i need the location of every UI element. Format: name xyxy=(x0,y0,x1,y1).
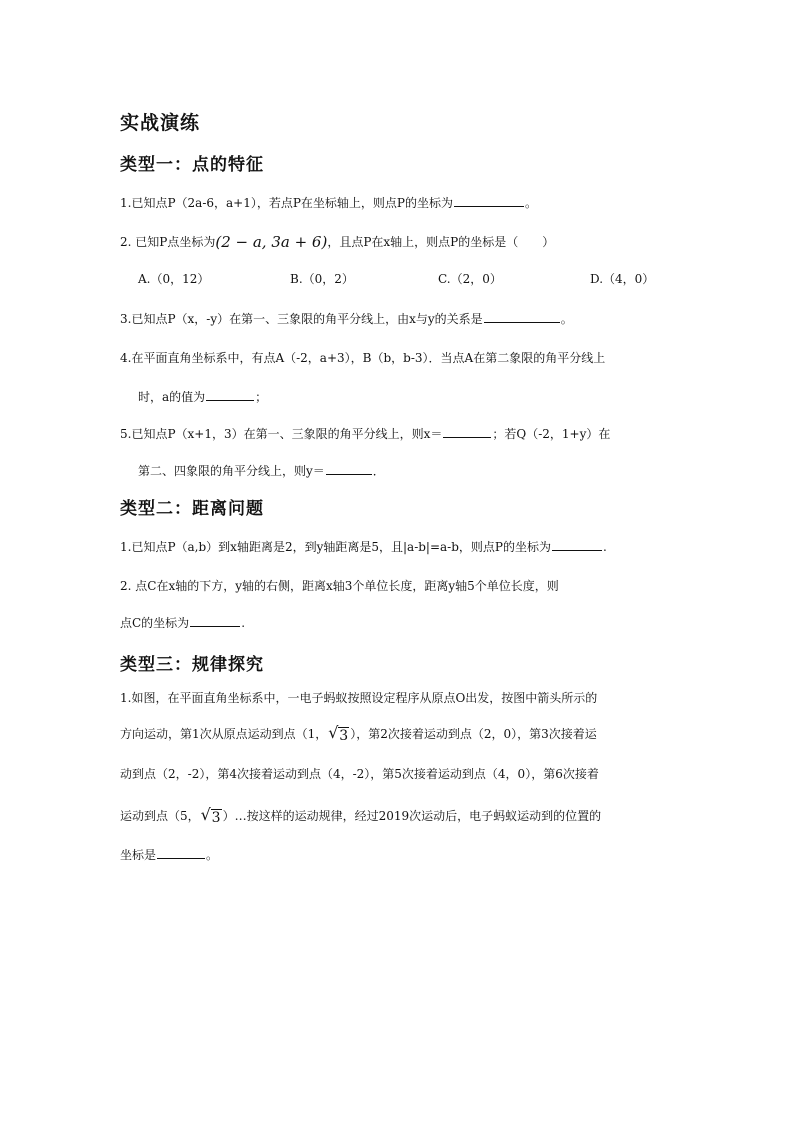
question-text: 方向运动，第1次从原点运动到点（1， xyxy=(120,727,328,741)
radicand: 3 xyxy=(339,728,349,744)
section-heading-type1: 类型一：点的特征 xyxy=(120,155,264,175)
question-text: 3.已知点P（x，-y）在第一、三象限的角平分线上，由x与y的关系是 xyxy=(120,312,483,326)
question-text: 第二、四象限的角平分线上，则y＝ xyxy=(138,464,325,478)
question-2-2-line2 xyxy=(120,614,245,631)
question-text-cont: ，且点P在x轴上，则点P的坐标是（ ） xyxy=(327,235,555,249)
question-end: 。 xyxy=(206,848,219,862)
sqrt-expression xyxy=(200,805,222,826)
question-end: . xyxy=(603,540,607,554)
section-heading-type3: 类型三：规律探究 xyxy=(120,655,264,675)
question-3-1-line4 xyxy=(120,805,602,826)
question-text: 时，a的值为 xyxy=(138,390,206,404)
question-1-2 xyxy=(120,234,554,250)
question-2-1 xyxy=(120,538,607,555)
answer-blank[interactable] xyxy=(190,614,240,627)
option-c[interactable]: C.（2，0） xyxy=(438,272,502,286)
question-text: 1.已知点P（a,b）到x轴距离是2，到y轴距离是5，且|a-b|=a-b，则点P的坐标为 xyxy=(120,540,551,554)
question-1-4-line1: 4.在平面直角坐标系中，有点A（-2，a+3），B（b，b-3）．当点A在第二象限的角平分线上 xyxy=(120,351,606,365)
question-2-2-line1: 2. 点C在x轴的下方，y轴的右侧，距离x轴3个单位长度，距离y轴5个单位长度，则 xyxy=(120,579,559,593)
question-3-1-line3: 动到点（2，-2），第4次接着运动到点（4，-2），第5次接着运动到点（4，0），第6次接着 xyxy=(120,767,599,781)
answer-blank[interactable] xyxy=(326,462,372,475)
answer-blank[interactable] xyxy=(552,538,602,551)
question-3-1-line5 xyxy=(120,846,218,863)
radical-sign-icon: √ xyxy=(200,805,211,824)
question-text-cont: ）…按这样的运动规律，经过2019次运动后，电子蚂蚁运动到的位置的 xyxy=(222,809,602,823)
question-text: 2. 已知P点坐标为 xyxy=(120,235,216,249)
page-title: 实战演练 xyxy=(120,112,201,134)
question-1-3 xyxy=(120,310,573,327)
question-1-1 xyxy=(120,194,537,211)
section-heading-type2: 类型二：距离问题 xyxy=(120,499,264,519)
question-end: ； xyxy=(255,390,268,404)
answer-blank[interactable] xyxy=(454,194,524,207)
question-1-5-line1 xyxy=(120,425,610,442)
option-d[interactable]: D.（4，0） xyxy=(590,272,655,286)
question-text: 1.已知点P（2a-6，a+1），若点P在坐标轴上，则点P的坐标为 xyxy=(120,196,453,210)
question-text: 坐标是 xyxy=(120,848,157,862)
question-text: 点C的坐标为 xyxy=(120,616,190,630)
question-3-1-line1: 1.如图，在平面直角坐标系中，一电子蚂蚁按照设定程序从原点O出发，按图中箭头所示的 xyxy=(120,691,598,705)
answer-blank[interactable] xyxy=(443,425,491,438)
question-end: 。 xyxy=(560,312,573,326)
question-1-5-line2 xyxy=(138,462,385,479)
question-text: 5.已知点P（x+1，3）在第一、三象限的角平分线上，则x＝ xyxy=(120,427,443,441)
question-end: . xyxy=(241,616,246,630)
answer-blank[interactable] xyxy=(206,388,254,401)
option-b[interactable]: B.（0，2） xyxy=(290,272,354,286)
sqrt-expression xyxy=(328,723,349,744)
question-1-4-line2 xyxy=(138,388,267,405)
coordinate-expression: (2 − a, 3a + 6) xyxy=(215,233,328,251)
radical-sign-icon: √ xyxy=(328,723,339,742)
question-end: ． xyxy=(372,464,385,478)
question-end: 。 xyxy=(525,196,538,210)
question-3-1-line2 xyxy=(120,723,597,744)
question-text: 运动到点（5， xyxy=(120,809,200,823)
option-a[interactable]: A.（0，12） xyxy=(138,272,210,286)
radicand: 3 xyxy=(211,810,221,826)
answer-blank[interactable] xyxy=(157,846,205,859)
answer-blank[interactable] xyxy=(484,310,560,323)
question-text-cont: ），第2次接着运动到点（2，0），第3次接着运 xyxy=(350,727,597,741)
question-text-cont: ；若Q（-2，1+y）在 xyxy=(492,427,611,441)
